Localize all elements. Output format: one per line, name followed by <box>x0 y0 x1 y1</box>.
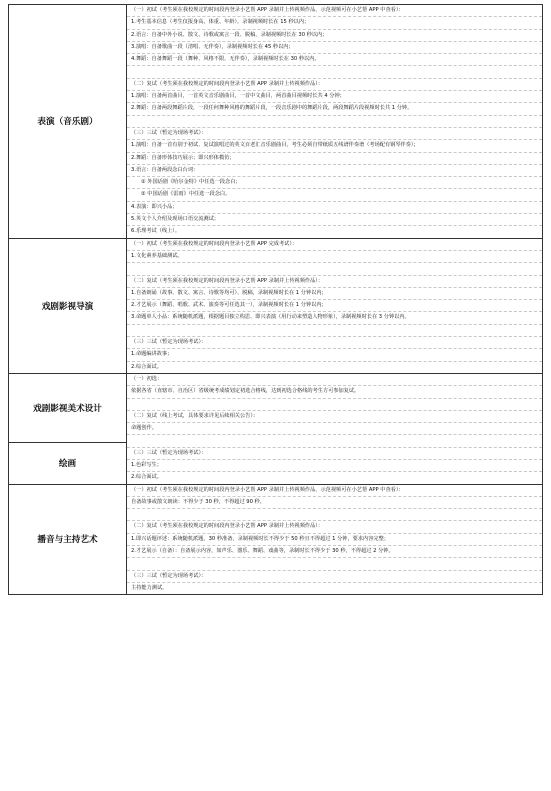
requirement-line: 2.才艺展示（舞蹈、唱歌、武术、演奏等可任选其一），录制视频时长在 1 分钟以内； <box>127 300 542 312</box>
requirements-acting-musical <box>127 5 543 239</box>
requirement-line: 2.舞蹈：自备形体技巧展示；即兴形体模仿； <box>127 153 542 165</box>
requirement-line: 命题创作。 <box>127 423 542 435</box>
requirement-line <box>127 435 542 447</box>
requirement-line: （一）初选： <box>127 374 542 386</box>
requirement-line: （三）三试（暂定为现场考试）： <box>127 448 542 460</box>
requirement-line: 1.色彩写生； <box>127 460 542 472</box>
requirement-line: 1.演唱：自备一首有别于初试、复试演唱过的英文百老汇音乐剧曲目，考生必须自带纸质五线谱伴奏谱（考场配有钢琴伴奏）； <box>127 140 542 152</box>
requirement-line: 自备故事或散文朗读：不得少于 30 秒，不得超过 90 秒。 <box>127 497 542 509</box>
requirement-line: 4.表演：即兴小品； <box>127 202 542 214</box>
major-broadcasting: 播音与主持艺术 <box>9 484 127 595</box>
requirement-line: （二）复试（考生须在我校规定的时间段内登录小艺帮 APP 录制并上传视频作品）： <box>127 276 542 288</box>
requirement-line: （一）初试（考生须在我校规定的时间段内登录小艺帮 APP 录制并上传视频作品，示范视频可在小艺帮 APP 中查看）： <box>127 485 542 497</box>
requirements-design-painting <box>127 373 543 484</box>
requirement-line: 2.综合面试。 <box>131 474 162 481</box>
requirement-line <box>127 116 542 128</box>
requirement-line <box>127 66 542 78</box>
requirement-line: 3.演唱：自备歌曲一段（清唱、无伴奏），录制视频时长在 45 秒以内； <box>127 42 542 54</box>
requirement-line: 1.考生基本信息（考生仅报身高、体重、年龄），录制视频时长在 15 秒以内； <box>127 17 542 29</box>
requirement-line: 1.文化素养基础测试。 <box>127 251 542 263</box>
requirement-line: 3.语言：自备两段念白台词： <box>127 165 542 177</box>
requirement-line: 2.才艺展示（自备）：自备展示内容，如声乐、器乐、舞蹈、戏曲等，录制时长不得少于 30 秒，不得超过 2 分钟。 <box>127 546 542 558</box>
table-row-acting-musical <box>9 5 543 239</box>
requirement-line: 6.乐理考试（线上）。 <box>131 228 181 235</box>
requirement-line: 3.命题单人小品：系统随机派题，根据题目独立构思、即兴表演（用行动来塑造人物形象），录制视频时长在 3 分钟以内。 <box>127 312 542 324</box>
requirement-line: 主持能力测试。 <box>131 584 168 591</box>
requirement-line <box>127 399 542 411</box>
table-row-broadcasting <box>9 484 543 595</box>
requirement-line: 1.即兴话题评述：系统随机派题，30 秒准备，录制视频时长不得少于 50 秒且不得超过 1 分钟，要求内容完整； <box>127 534 542 546</box>
table-row-directing <box>9 238 543 373</box>
requirement-line: （一）初试（考生须在我校规定的时间段内登录小艺帮 APP 录制并上传视频作品，示范视频可在小艺帮 APP 中查看）： <box>127 5 542 17</box>
requirement-line: （三）三试（暂定为现场考试）： <box>127 571 542 583</box>
major-directing: 戏剧影视导演 <box>9 238 127 373</box>
requirement-line: 1.演唱：自备两首曲目，一首英文音乐剧曲目，一首中文曲目，两首曲目视频时长共 4 分钟； <box>127 91 542 103</box>
requirement-line: （一）初试（考生须在我校规定的时间段内登录小艺帮 APP 完成考试）： <box>127 239 542 251</box>
requirement-line: （二）复试（线上考试，具体要求详见后续相关公告）： <box>127 411 542 423</box>
requirement-line: （三）三试（暂定为现场考试）： <box>127 337 542 349</box>
requirement-line: 依据各省（直辖市、自治区）省级统考成绩划定初选合格线，达到初选合格线的考生方可参加复试。 <box>127 386 542 398</box>
requirement-line: 1.自备朗诵（故事、散文、寓言、诗歌等均可）、脱稿，录制视频时长在 1 分钟以内； <box>127 288 542 300</box>
requirement-line: ① 外国话剧《哈尔金特》中任选一段念白； <box>127 177 542 189</box>
requirements-broadcasting <box>127 484 543 595</box>
requirement-line: （二）复试（考生须在我校规定的时间段内登录小艺帮 APP 录制并上传视频作品）： <box>127 521 542 533</box>
requirement-line: 2.舞蹈：自备两段舞蹈片段，一段任何舞种风格的舞蹈片段，一段音乐剧中的舞蹈片段，两段舞蹈片段视频时长共 1 分钟。 <box>127 103 542 115</box>
exam-requirements-table <box>8 4 543 595</box>
requirements-directing <box>127 238 543 373</box>
requirement-line: 5.英文个人介绍及现场口语交流测试； <box>127 214 542 226</box>
requirement-line <box>127 325 542 337</box>
major-stage-design: 戏剧影视美术设计 <box>9 373 127 442</box>
exam-table-body <box>9 5 543 595</box>
requirement-line <box>127 558 542 570</box>
requirement-line: 1.命题编讲故事； <box>127 349 542 361</box>
requirement-line <box>127 509 542 521</box>
requirement-line: ② 中国话剧《雷雨》中任选一段念白。 <box>127 189 542 201</box>
requirement-line: （三）三试（暂定为现场考试）： <box>127 128 542 140</box>
major-painting: 绘画 <box>9 442 127 484</box>
table-row-stage-design <box>9 373 543 442</box>
requirement-line: 2.综合面试。 <box>131 363 162 370</box>
requirement-line <box>127 263 542 275</box>
requirement-line: 2.语言：自备中外小说、散文、诗歌或寓言一段、脱稿，录制视频时长在 30 秒以内； <box>127 30 542 42</box>
major-acting-musical: 表演（音乐剧） <box>9 5 127 239</box>
requirement-line: （二）复试（考生须在我校规定的时间段内登录小艺帮 APP 录制并上传视频作品）： <box>127 79 542 91</box>
requirement-line: 4.舞蹈：自备舞蹈一段（舞种、风格不限，无伴奏），录制视频时长在 30 秒以内。 <box>127 54 542 66</box>
